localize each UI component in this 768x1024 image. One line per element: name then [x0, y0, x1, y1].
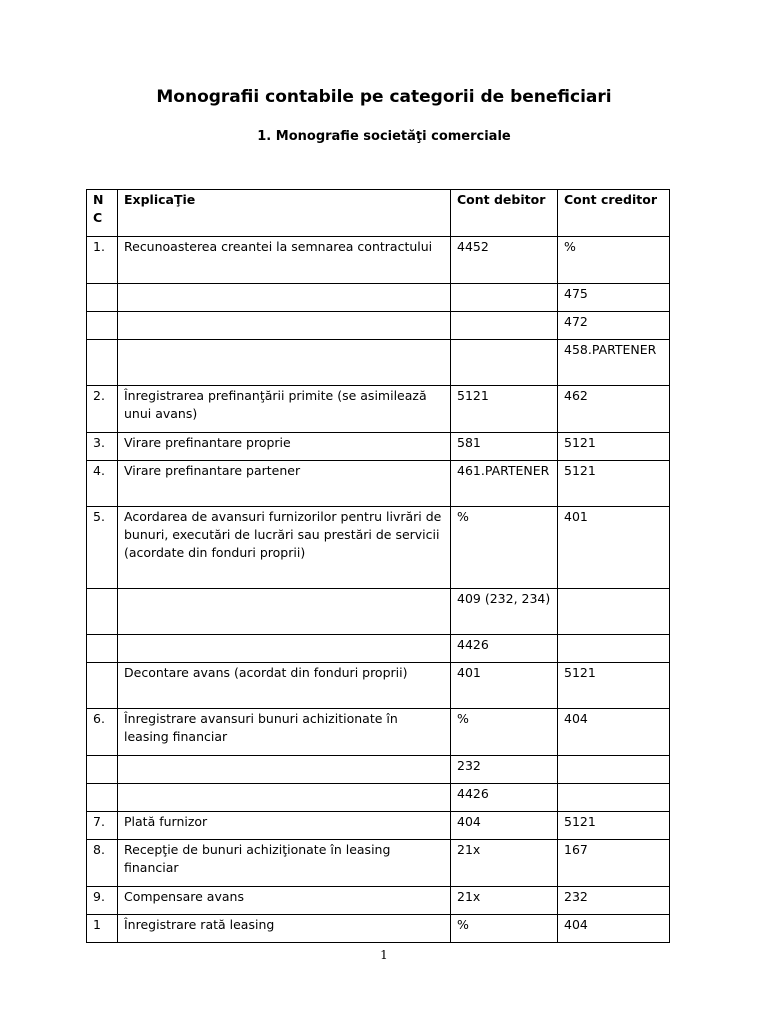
- row-cont-creditor: 404: [558, 709, 670, 756]
- table-row: [87, 461, 670, 507]
- row-cont-creditor: 462: [558, 386, 670, 433]
- table-row: [87, 312, 670, 340]
- table-row: [87, 507, 670, 589]
- row-explicatie: Plată furnizor: [118, 812, 451, 840]
- row-number: 5.: [87, 507, 118, 589]
- row-cont-debitor: [451, 312, 558, 340]
- row-cont-debitor: 5121: [451, 386, 558, 433]
- row-cont-debitor: 21x: [451, 840, 558, 887]
- row-cont-creditor: [558, 784, 670, 812]
- table-row: [87, 784, 670, 812]
- accounting-table: [86, 189, 670, 943]
- row-number: [87, 756, 118, 784]
- row-cont-debitor: 401: [451, 663, 558, 709]
- table-row: [87, 663, 670, 709]
- document-subtitle: 1. Monografie societăţi comerciale: [257, 129, 511, 144]
- table-row: [87, 589, 670, 635]
- row-number: [87, 784, 118, 812]
- row-explicatie: [118, 635, 451, 663]
- document-title: Monografii contabile pe categorii de beneficiari: [156, 87, 612, 107]
- header-explicatie: ExplicaŢie: [118, 190, 451, 237]
- table-row: [87, 386, 670, 433]
- row-explicatie: [118, 284, 451, 312]
- table-row: [87, 812, 670, 840]
- row-cont-debitor: 461.PARTENER: [451, 461, 558, 507]
- row-cont-creditor: 5121: [558, 461, 670, 507]
- row-cont-creditor: 5121: [558, 812, 670, 840]
- row-cont-creditor: 404: [558, 915, 670, 943]
- row-cont-creditor: 472: [558, 312, 670, 340]
- row-number: 2.: [87, 386, 118, 433]
- row-explicatie: Înregistrarea prefinanţării primite (se asimilează unui avans): [118, 386, 451, 433]
- row-cont-debitor: %: [451, 915, 558, 943]
- header-nr: N C: [87, 190, 118, 237]
- row-explicatie: Decontare avans (acordat din fonduri proprii): [118, 663, 451, 709]
- header-cont-creditor: Cont creditor: [558, 190, 670, 237]
- row-number: 6.: [87, 709, 118, 756]
- row-cont-creditor: 5121: [558, 433, 670, 461]
- row-explicatie: Înregistrare avansuri bunuri achizitionate în leasing financiar: [118, 709, 451, 756]
- row-number: [87, 284, 118, 312]
- row-cont-debitor: 232: [451, 756, 558, 784]
- row-cont-creditor: 232: [558, 887, 670, 915]
- row-number: 1.: [87, 237, 118, 284]
- row-number: 3.: [87, 433, 118, 461]
- row-cont-creditor: %: [558, 237, 670, 284]
- row-cont-creditor: 458.PARTENER: [558, 340, 670, 386]
- row-cont-debitor: %: [451, 507, 558, 589]
- row-number: [87, 312, 118, 340]
- row-cont-creditor: [558, 589, 670, 635]
- table-row: [87, 284, 670, 312]
- row-cont-debitor: 409 (232, 234): [451, 589, 558, 635]
- row-number: 4.: [87, 461, 118, 507]
- row-number: 7.: [87, 812, 118, 840]
- table-body: [87, 237, 670, 943]
- row-explicatie: Înregistrare rată leasing: [118, 915, 451, 943]
- table-row: [87, 237, 670, 284]
- table-header-row: [87, 190, 670, 237]
- row-cont-creditor: [558, 635, 670, 663]
- row-cont-creditor: 5121: [558, 663, 670, 709]
- row-cont-debitor: 4426: [451, 635, 558, 663]
- row-number: [87, 635, 118, 663]
- row-explicatie: Recepţie de bunuri achiziţionate în leasing financiar: [118, 840, 451, 887]
- row-explicatie: [118, 784, 451, 812]
- row-explicatie: Acordarea de avansuri furnizorilor pentru livrări de bunuri, executări de lucrări sau prestări de servicii (acordate din fonduri proprii): [118, 507, 451, 589]
- row-cont-debitor: 581: [451, 433, 558, 461]
- row-cont-debitor: %: [451, 709, 558, 756]
- row-cont-creditor: [558, 756, 670, 784]
- table-row: [87, 340, 670, 386]
- page-number: 1: [380, 948, 388, 962]
- row-explicatie: Recunoasterea creantei la semnarea contractului: [118, 237, 451, 284]
- table-row: [87, 709, 670, 756]
- row-number: [87, 340, 118, 386]
- row-explicatie: [118, 312, 451, 340]
- row-explicatie: Virare prefinantare partener: [118, 461, 451, 507]
- row-number: [87, 589, 118, 635]
- row-cont-creditor: 167: [558, 840, 670, 887]
- table-row: [87, 756, 670, 784]
- row-number: 1: [87, 915, 118, 943]
- row-number: [87, 663, 118, 709]
- row-explicatie: Compensare avans: [118, 887, 451, 915]
- table-row: [87, 840, 670, 887]
- row-explicatie: [118, 340, 451, 386]
- row-cont-debitor: [451, 284, 558, 312]
- row-cont-debitor: 404: [451, 812, 558, 840]
- row-number: 8.: [87, 840, 118, 887]
- row-cont-debitor: [451, 340, 558, 386]
- row-cont-creditor: 475: [558, 284, 670, 312]
- table-row: [87, 433, 670, 461]
- row-cont-debitor: 21x: [451, 887, 558, 915]
- table-row: [87, 887, 670, 915]
- row-explicatie: [118, 756, 451, 784]
- row-explicatie: Virare prefinantare proprie: [118, 433, 451, 461]
- table-row: [87, 635, 670, 663]
- row-explicatie: [118, 589, 451, 635]
- row-cont-debitor: 4426: [451, 784, 558, 812]
- row-cont-creditor: 401: [558, 507, 670, 589]
- table-row: [87, 915, 670, 943]
- row-cont-debitor: 4452: [451, 237, 558, 284]
- row-number: 9.: [87, 887, 118, 915]
- header-cont-debitor: Cont debitor: [451, 190, 558, 237]
